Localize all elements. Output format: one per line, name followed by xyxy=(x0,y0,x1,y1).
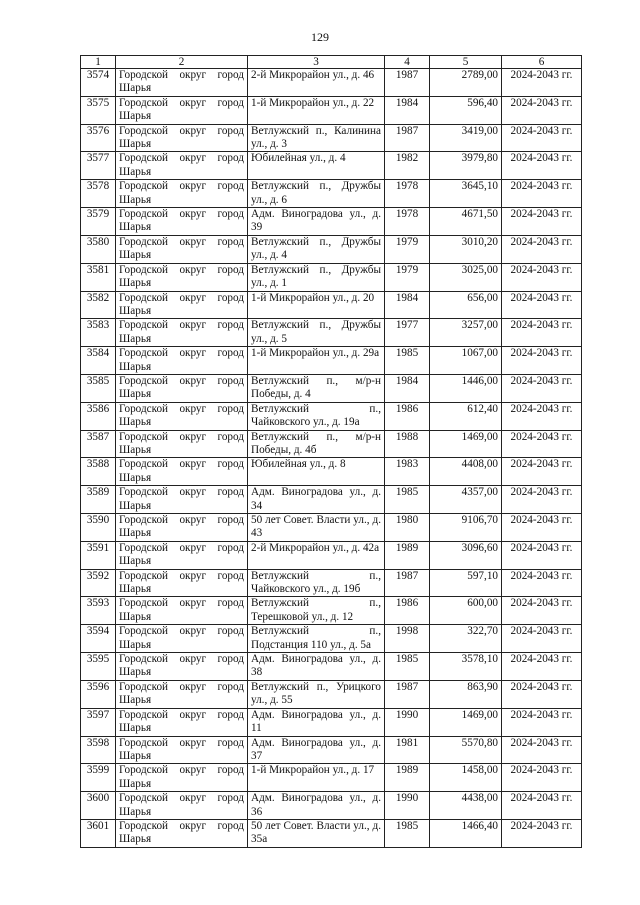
year-cell: 1986 xyxy=(385,402,430,430)
table-row xyxy=(81,124,582,152)
table-row xyxy=(81,347,582,375)
row-number-cell: 3577 xyxy=(81,152,116,180)
area-cell: 1466,40 xyxy=(430,819,502,847)
district-cell: Городской округ город Шарья xyxy=(116,708,248,736)
address-cell: Ветлужский п., Терешковой ул., д. 12 xyxy=(248,597,385,625)
column-header-5: 5 xyxy=(430,56,502,69)
year-cell: 1985 xyxy=(385,819,430,847)
area-cell: 596,40 xyxy=(430,96,502,124)
district-cell: Городской округ город Шарья xyxy=(116,458,248,486)
year-cell: 1990 xyxy=(385,708,430,736)
district-cell: Городской округ город Шарья xyxy=(116,680,248,708)
area-cell: 4408,00 xyxy=(430,458,502,486)
table-row xyxy=(81,792,582,820)
address-cell: Адм. Виноградова ул., д. 34 xyxy=(248,486,385,514)
district-cell: Городской округ город Шарья xyxy=(116,597,248,625)
area-cell: 1458,00 xyxy=(430,764,502,792)
district-cell: Городской округ город Шарья xyxy=(116,402,248,430)
period-cell: 2024-2043 гг. xyxy=(502,235,582,263)
row-number-cell: 3601 xyxy=(81,819,116,847)
year-cell: 1984 xyxy=(385,374,430,402)
row-number-cell: 3589 xyxy=(81,486,116,514)
period-cell: 2024-2043 гг. xyxy=(502,374,582,402)
area-cell: 322,70 xyxy=(430,625,502,653)
column-header-4: 4 xyxy=(385,56,430,69)
district-cell: Городской округ город Шарья xyxy=(116,764,248,792)
district-cell: Городской округ город Шарья xyxy=(116,235,248,263)
year-cell: 1990 xyxy=(385,792,430,820)
year-cell: 1978 xyxy=(385,208,430,236)
year-cell: 1987 xyxy=(385,69,430,97)
period-cell: 2024-2043 гг. xyxy=(502,458,582,486)
district-cell: Городской округ город Шарья xyxy=(116,180,248,208)
address-cell: Ветлужский п., Чайковского ул., д. 19а xyxy=(248,402,385,430)
column-header-3: 3 xyxy=(248,56,385,69)
address-cell: Адм. Виноградова ул., д. 11 xyxy=(248,708,385,736)
area-cell: 3645,10 xyxy=(430,180,502,208)
row-number-cell: 3586 xyxy=(81,402,116,430)
district-cell: Городской округ город Шарья xyxy=(116,819,248,847)
row-number-cell: 3600 xyxy=(81,792,116,820)
period-cell: 2024-2043 гг. xyxy=(502,569,582,597)
table-row xyxy=(81,736,582,764)
district-cell: Городской округ город Шарья xyxy=(116,208,248,236)
period-cell: 2024-2043 гг. xyxy=(502,208,582,236)
table-row xyxy=(81,514,582,542)
row-number-cell: 3592 xyxy=(81,569,116,597)
area-cell: 4438,00 xyxy=(430,792,502,820)
period-cell: 2024-2043 гг. xyxy=(502,625,582,653)
area-cell: 2789,00 xyxy=(430,69,502,97)
table-row xyxy=(81,263,582,291)
district-cell: Городской округ город Шарья xyxy=(116,569,248,597)
page-number: 129 xyxy=(311,30,329,44)
address-cell: 2-й Микрорайон ул., д. 46 xyxy=(248,69,385,97)
row-number-cell: 3599 xyxy=(81,764,116,792)
year-cell: 1981 xyxy=(385,736,430,764)
area-cell: 5570,80 xyxy=(430,736,502,764)
year-cell: 1987 xyxy=(385,569,430,597)
area-cell: 3010,20 xyxy=(430,235,502,263)
row-number-cell: 3585 xyxy=(81,374,116,402)
table-row xyxy=(81,319,582,347)
table-row xyxy=(81,402,582,430)
area-cell: 1469,00 xyxy=(430,430,502,458)
table-header xyxy=(81,56,582,69)
period-cell: 2024-2043 гг. xyxy=(502,319,582,347)
year-cell: 1989 xyxy=(385,541,430,569)
district-cell: Городской округ город Шарья xyxy=(116,263,248,291)
address-cell: 1-й Микрорайон ул., д. 20 xyxy=(248,291,385,319)
address-cell: Ветлужский п., Чайковского ул., д. 19б xyxy=(248,569,385,597)
row-number-cell: 3596 xyxy=(81,680,116,708)
area-cell: 4357,00 xyxy=(430,486,502,514)
table-row xyxy=(81,819,582,847)
period-cell: 2024-2043 гг. xyxy=(502,736,582,764)
period-cell: 2024-2043 гг. xyxy=(502,152,582,180)
area-cell: 3257,00 xyxy=(430,319,502,347)
year-cell: 1988 xyxy=(385,430,430,458)
year-cell: 1977 xyxy=(385,319,430,347)
year-cell: 1979 xyxy=(385,235,430,263)
district-cell: Городской округ город Шарья xyxy=(116,291,248,319)
address-cell: Ветлужский п., Дружбы ул., д. 1 xyxy=(248,263,385,291)
district-cell: Городской округ город Шарья xyxy=(116,486,248,514)
address-cell: 50 лет Совет. Власти ул., д. 43 xyxy=(248,514,385,542)
row-number-cell: 3598 xyxy=(81,736,116,764)
period-cell: 2024-2043 гг. xyxy=(502,263,582,291)
area-cell: 4671,50 xyxy=(430,208,502,236)
row-number-cell: 3595 xyxy=(81,653,116,681)
district-cell: Городской округ город Шарья xyxy=(116,736,248,764)
year-cell: 1987 xyxy=(385,124,430,152)
year-cell: 1983 xyxy=(385,458,430,486)
period-cell: 2024-2043 гг. xyxy=(502,180,582,208)
area-cell: 3025,00 xyxy=(430,263,502,291)
area-cell: 3979,80 xyxy=(430,152,502,180)
table-row xyxy=(81,597,582,625)
address-cell: Ветлужский п., Калинина ул., д. 3 xyxy=(248,124,385,152)
district-cell: Городской округ город Шарья xyxy=(116,374,248,402)
district-cell: Городской округ город Шарья xyxy=(116,124,248,152)
address-cell: 1-й Микрорайон ул., д. 17 xyxy=(248,764,385,792)
area-cell: 1469,00 xyxy=(430,708,502,736)
row-number-cell: 3584 xyxy=(81,347,116,375)
row-number-cell: 3579 xyxy=(81,208,116,236)
address-cell: Ветлужский п., Дружбы ул., д. 6 xyxy=(248,180,385,208)
period-cell: 2024-2043 гг. xyxy=(502,541,582,569)
area-cell: 612,40 xyxy=(430,402,502,430)
address-cell: Юбилейная ул., д. 4 xyxy=(248,152,385,180)
address-cell: 2-й Микрорайон ул., д. 42а xyxy=(248,541,385,569)
table-row xyxy=(81,208,582,236)
table-row xyxy=(81,653,582,681)
address-cell: Ветлужский п., Дружбы ул., д. 5 xyxy=(248,319,385,347)
district-cell: Городской округ город Шарья xyxy=(116,347,248,375)
district-cell: Городской округ город Шарья xyxy=(116,96,248,124)
table-row xyxy=(81,680,582,708)
period-cell: 2024-2043 гг. xyxy=(502,402,582,430)
table-row xyxy=(81,541,582,569)
year-cell: 1984 xyxy=(385,96,430,124)
row-number-cell: 3582 xyxy=(81,291,116,319)
period-cell: 2024-2043 гг. xyxy=(502,96,582,124)
table-body xyxy=(81,69,582,848)
district-cell: Городской округ город Шарья xyxy=(116,319,248,347)
table-row xyxy=(81,96,582,124)
address-cell: Ветлужский п., м/р-н Победы, д. 4 xyxy=(248,374,385,402)
area-cell: 1446,00 xyxy=(430,374,502,402)
row-number-cell: 3583 xyxy=(81,319,116,347)
table-row xyxy=(81,69,582,97)
period-cell: 2024-2043 гг. xyxy=(502,597,582,625)
row-number-cell: 3576 xyxy=(81,124,116,152)
table-row xyxy=(81,430,582,458)
year-cell: 1982 xyxy=(385,152,430,180)
year-cell: 1979 xyxy=(385,263,430,291)
period-cell: 2024-2043 гг. xyxy=(502,430,582,458)
period-cell: 2024-2043 гг. xyxy=(502,819,582,847)
row-number-cell: 3590 xyxy=(81,514,116,542)
period-cell: 2024-2043 гг. xyxy=(502,792,582,820)
area-cell: 600,00 xyxy=(430,597,502,625)
housing-registry-table xyxy=(80,55,582,848)
address-cell: Ветлужский п., Подстанция 110 ул., д. 5а xyxy=(248,625,385,653)
period-cell: 2024-2043 гг. xyxy=(502,514,582,542)
period-cell: 2024-2043 гг. xyxy=(502,291,582,319)
table-row xyxy=(81,458,582,486)
area-cell: 863,90 xyxy=(430,680,502,708)
area-cell: 3578,10 xyxy=(430,653,502,681)
district-cell: Городской округ город Шарья xyxy=(116,430,248,458)
header-row xyxy=(81,56,582,69)
row-number-cell: 3588 xyxy=(81,458,116,486)
area-cell: 656,00 xyxy=(430,291,502,319)
area-cell: 9106,70 xyxy=(430,514,502,542)
year-cell: 1985 xyxy=(385,486,430,514)
address-cell: Адм. Виноградова ул., д. 36 xyxy=(248,792,385,820)
period-cell: 2024-2043 гг. xyxy=(502,347,582,375)
year-cell: 1986 xyxy=(385,597,430,625)
period-cell: 2024-2043 гг. xyxy=(502,69,582,97)
column-header-6: 6 xyxy=(502,56,582,69)
table-row xyxy=(81,374,582,402)
address-cell: Ветлужский п., м/р-н Победы, д. 4б xyxy=(248,430,385,458)
table-row xyxy=(81,152,582,180)
area-cell: 1067,00 xyxy=(430,347,502,375)
district-cell: Городской округ город Шарья xyxy=(116,792,248,820)
row-number-cell: 3574 xyxy=(81,69,116,97)
table-row xyxy=(81,291,582,319)
address-cell: 1-й Микрорайон ул., д. 29а xyxy=(248,347,385,375)
address-cell: Ветлужский п., Дружбы ул., д. 4 xyxy=(248,235,385,263)
period-cell: 2024-2043 гг. xyxy=(502,680,582,708)
period-cell: 2024-2043 гг. xyxy=(502,708,582,736)
year-cell: 1984 xyxy=(385,291,430,319)
column-header-2: 2 xyxy=(116,56,248,69)
row-number-cell: 3575 xyxy=(81,96,116,124)
address-cell: Адм. Виноградова ул., д. 39 xyxy=(248,208,385,236)
column-header-1: 1 xyxy=(81,56,116,69)
row-number-cell: 3587 xyxy=(81,430,116,458)
address-cell: 50 лет Совет. Власти ул., д. 35а xyxy=(248,819,385,847)
table-row xyxy=(81,569,582,597)
row-number-cell: 3581 xyxy=(81,263,116,291)
row-number-cell: 3580 xyxy=(81,235,116,263)
area-cell: 3419,00 xyxy=(430,124,502,152)
district-cell: Городской округ город Шарья xyxy=(116,541,248,569)
address-cell: Юбилейная ул., д. 8 xyxy=(248,458,385,486)
row-number-cell: 3594 xyxy=(81,625,116,653)
area-cell: 3096,60 xyxy=(430,541,502,569)
row-number-cell: 3591 xyxy=(81,541,116,569)
period-cell: 2024-2043 гг. xyxy=(502,764,582,792)
year-cell: 1987 xyxy=(385,680,430,708)
table-row xyxy=(81,235,582,263)
district-cell: Городской округ город Шарья xyxy=(116,514,248,542)
year-cell: 1998 xyxy=(385,625,430,653)
year-cell: 1989 xyxy=(385,764,430,792)
year-cell: 1978 xyxy=(385,180,430,208)
row-number-cell: 3593 xyxy=(81,597,116,625)
district-cell: Городской округ город Шарья xyxy=(116,653,248,681)
year-cell: 1980 xyxy=(385,514,430,542)
period-cell: 2024-2043 гг. xyxy=(502,486,582,514)
year-cell: 1985 xyxy=(385,653,430,681)
district-cell: Городской округ город Шарья xyxy=(116,152,248,180)
district-cell: Городской округ город Шарья xyxy=(116,625,248,653)
address-cell: 1-й Микрорайон ул., д. 22 xyxy=(248,96,385,124)
row-number-cell: 3597 xyxy=(81,708,116,736)
table-row xyxy=(81,764,582,792)
period-cell: 2024-2043 гг. xyxy=(502,124,582,152)
address-cell: Адм. Виноградова ул., д. 37 xyxy=(248,736,385,764)
table-row xyxy=(81,625,582,653)
table-row xyxy=(81,180,582,208)
address-cell: Ветлужский п., Урицкого ул., д. 55 xyxy=(248,680,385,708)
year-cell: 1985 xyxy=(385,347,430,375)
row-number-cell: 3578 xyxy=(81,180,116,208)
period-cell: 2024-2043 гг. xyxy=(502,653,582,681)
area-cell: 597,10 xyxy=(430,569,502,597)
table-row xyxy=(81,708,582,736)
district-cell: Городской округ город Шарья xyxy=(116,69,248,97)
address-cell: Адм. Виноградова ул., д. 38 xyxy=(248,653,385,681)
table-row xyxy=(81,486,582,514)
